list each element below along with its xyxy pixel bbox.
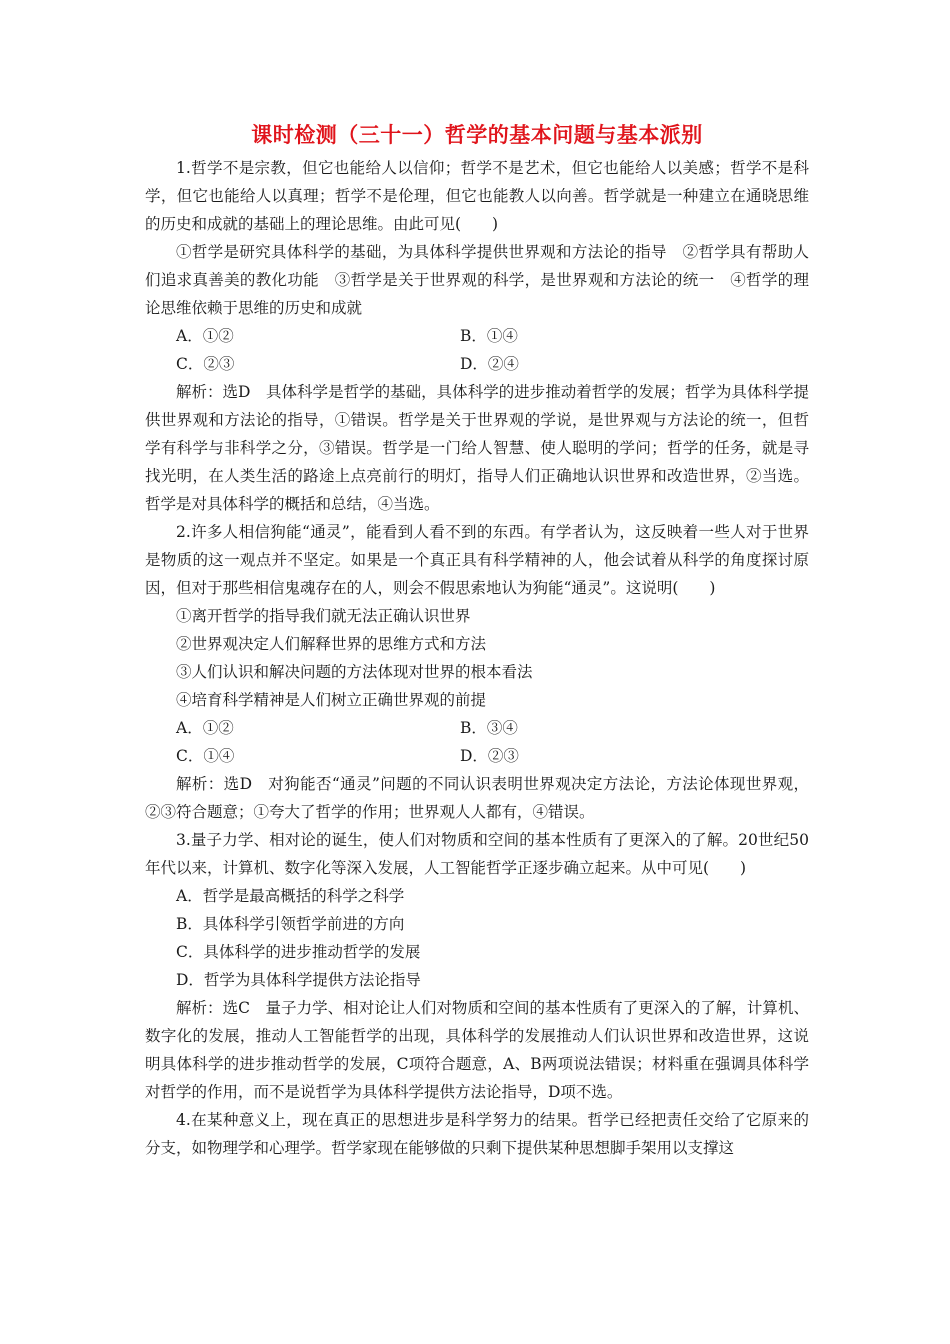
question-2-option-d: D．②③ xyxy=(460,747,519,765)
question-3-option-d: D．哲学为具体科学提供方法论指导 xyxy=(176,971,421,989)
question-2-analysis: 解析：选D 对狗能否“通灵”问题的不同认识表明世界观决定方法论，方法论体现世界观，②③符合题意；①夸大了哲学的作用；世界观人人都有，④错误。 xyxy=(145,775,809,821)
question-2-options-row-2 xyxy=(145,742,809,770)
question-1-options-row-1 xyxy=(145,322,809,350)
question-3-stem: 3.量子力学、相对论的诞生，使人们对物质和空间的基本性质有了更深入的了解。20世纪50年代以来，计算机、数字化等深入发展，人工智能哲学正逐步确立起来。从中可见( ) xyxy=(145,831,809,877)
question-2-options-row-1 xyxy=(145,714,809,742)
question-1-statements: ①哲学是研究具体科学的基础，为具体科学提供世界观和方法论的指导 ②哲学具有帮助人们追求真善美的教化功能 ③哲学是关于世界观的科学，是世界观和方法论的统一 ④哲学的理论思维依赖于思维的历史和成就 xyxy=(145,243,809,317)
document-page xyxy=(145,118,809,1162)
question-1-options-row-2 xyxy=(145,350,809,378)
question-3-option-b: B．具体科学引领哲学前进的方向 xyxy=(176,915,405,933)
question-2-stem: 2.许多人相信狗能“通灵”，能看到人看不到的东西。有学者认为，这反映着一些人对于世界是物质的这一观点并不坚定。如果是一个真正具有科学精神的人，他会试着从科学的角度探讨原因，但对于那些相信鬼魂存在的人，则会不假思索地认为狗能“通灵”。这说明( ) xyxy=(145,523,809,597)
question-3-option-a: A．哲学是最高概括的科学之科学 xyxy=(176,887,405,905)
question-3-option-c: C．具体科学的进步推动哲学的发展 xyxy=(176,943,421,961)
question-1-option-d: D．②④ xyxy=(460,355,519,373)
question-3-analysis: 解析：选C 量子力学、相对论让人们对物质和空间的基本性质有了更深入的了解，计算机、数字化的发展，推动人工智能哲学的出现，具体科学的发展推动人们认识世界和改造世界，这说明具体科学的进步推动哲学的发展，C项符合题意，A、B两项说法错误；材料重在强调具体科学对哲学的作用，而不是说哲学为具体科学提供方法论指导，D项不选。 xyxy=(145,999,809,1101)
page-title: 课时检测（三十一）哲学的基本问题与基本派别 xyxy=(251,122,703,147)
question-1-stem: 1.哲学不是宗教，但它也能给人以信仰；哲学不是艺术，但它也能给人以美感；哲学不是科学，但它也能给人以真理；哲学不是伦理，但它也能教人以向善。哲学就是一种建立在通晓思维的历史和成就的基础上的理论思维。由此可见( ) xyxy=(145,159,809,233)
question-2-statement-3: ③人们认识和解决问题的方法体现对世界的根本看法 xyxy=(176,663,533,681)
question-2-statement-2: ②世界观决定人们解释世界的思维方式和方法 xyxy=(176,635,487,653)
question-1-option-b: B．①④ xyxy=(460,327,518,345)
question-1-analysis: 解析：选D 具体科学是哲学的基础，具体科学的进步推动着哲学的发展；哲学为具体科学提供世界观和方法论的指导，①错误。哲学是关于世界观的学说，是世界观与方法论的统一，但哲学有科学与非科学之分，③错误。哲学是一门给人智慧、使人聪明的学问；哲学的任务，就是寻找光明，在人类生活的路途上点亮前行的明灯，指导人们正确地认识世界和改造世界，②当选。哲学是对具体科学的概括和总结，④当选。 xyxy=(145,383,809,513)
question-1-option-c: C．②③ xyxy=(176,355,235,373)
question-2-option-a: A．①② xyxy=(176,719,234,737)
question-4-stem: 4.在某种意义上，现在真正的思想进步是科学努力的结果。哲学已经把责任交给了它原来的分支，如物理学和心理学。哲学家现在能够做的只剩下提供某种思想脚手架用以支撑这 xyxy=(145,1111,809,1157)
question-2-statement-1: ①离开哲学的指导我们就无法正确认识世界 xyxy=(176,607,471,625)
question-1-option-a: A．①② xyxy=(176,327,234,345)
question-2-option-b: B．③④ xyxy=(460,719,518,737)
question-2-statement-4: ④培育科学精神是人们树立正确世界观的前提 xyxy=(176,691,487,709)
question-2-option-c: C．①④ xyxy=(176,747,235,765)
